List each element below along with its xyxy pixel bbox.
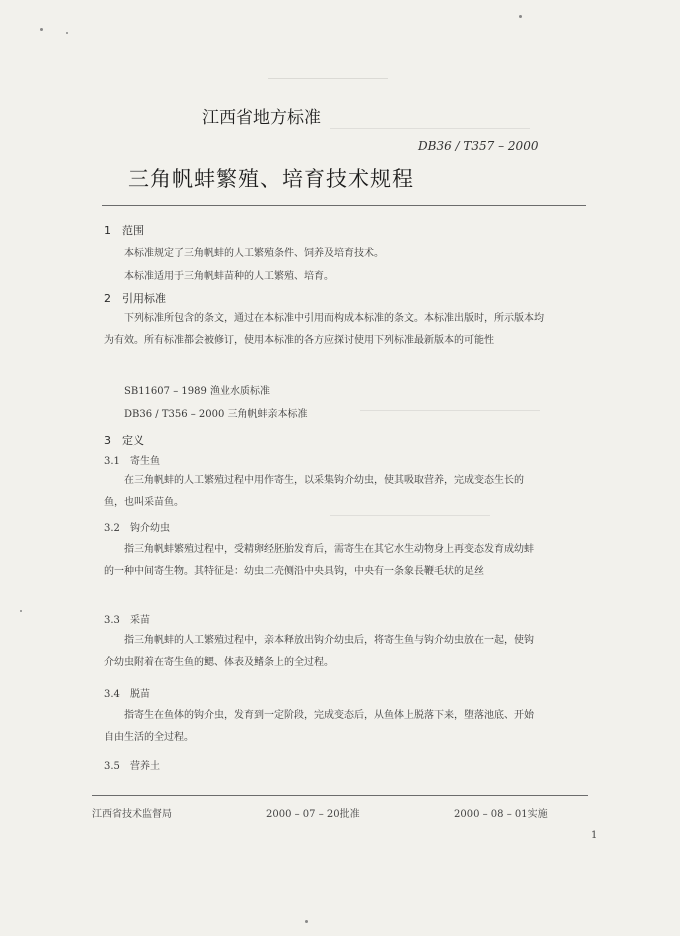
definition-3-2-heading [104,519,170,534]
reference-item-1: SB11607 – 1989 渔业水质标准 [124,386,270,397]
definition-3-2-text: 指三角帆蚌繁殖过程中，受精卵经胚胎发育后，需寄生在其它水生动物身上再变态发育成幼蚌的一种中间寄生物。其特征是：幼虫二壳侧沿中央具钩，中央有一条象長鞭毛状的足丝 [104,544,534,577]
normative-references-paragraph: 下列标准所包含的条文，通过在本标准中引用而构成本标准的条文。本标准出版时，所示版本均为有效。所有标准都会被修订，使用本标准的各方应探讨使用下列标准最新版本的可能性 [104,313,544,346]
approval-date: 2000 – 07 – 20批准 [266,809,360,820]
definition-term: 寄生鱼 [130,456,160,467]
definition-term: 采苗 [130,615,150,626]
definition-3-1-heading [104,452,160,467]
definition-term: 钩介幼虫 [130,523,170,534]
footer-divider [92,795,588,796]
scan-speck [40,28,43,31]
definition-3-1-text: 在三角帆蚌的人工繁殖过程中用作寄生，以采集钩介幼虫，使其吸取营养，完成变态生长的鱼，也叫采苗鱼。 [104,475,524,508]
reference-item-2: DB36 / T356 – 2000 三角帆蚌亲本标准 [124,409,308,420]
definition-number: 3.2 [104,523,120,534]
section-1-heading [104,222,144,238]
scope-line-1: 本标准规定了三角帆蚌的人工繁殖条件、饲养及培育技术。 [124,248,384,259]
definition-number: 3.4 [104,689,120,700]
definition-term: 脱苗 [130,689,150,700]
definition-number: 3.5 [104,761,120,772]
bleed-through-artifact [330,128,530,135]
section-number: 1 [104,224,111,237]
standard-code: DB36 / T357 – 2000 [418,139,539,153]
bleed-through-artifact [330,515,490,522]
title-divider [102,205,586,206]
definition-3-5-heading [104,757,160,772]
section-title: 定义 [122,434,144,447]
standard-name: 江西省地方标准 [202,108,321,128]
definition-term: 营养土 [130,761,160,772]
definition-3-4-heading [104,685,150,700]
definition-number: 3.1 [104,456,120,467]
page-number: 1 [591,830,598,841]
section-number: 2 [104,292,111,305]
document-title: 三角帆蚌繁殖、培育技术规程 [128,167,414,191]
section-title: 范围 [122,224,144,237]
scan-speck [305,920,308,923]
scan-speck [66,32,68,34]
scope-line-2: 本标准适用于三角帆蚌苗种的人工繁殖、培育。 [124,271,334,282]
bleed-through-artifact [360,410,540,417]
definition-3-3-text: 指三角帆蚌的人工繁殖过程中，亲本释放出钩介幼虫后，将寄生鱼与钩介幼虫放在一起，使钩介幼虫附着在寄生鱼的鳃、体表及鳍条上的全过程。 [104,635,534,668]
scan-speck [20,610,22,612]
scan-speck [519,15,522,18]
definition-3-4-text: 指寄生在鱼体的钩介虫，发育到一定阶段，完成变态后，从鱼体上脱落下来，堕落池底、开始自由生活的全过程。 [104,710,534,743]
implementation-date: 2000 – 08 – 01实施 [454,809,548,820]
definition-3-3-heading [104,611,150,626]
issuing-authority: 江西省技术监督局 [92,809,172,820]
section-3-heading [104,432,144,448]
bleed-through-artifact [268,78,388,85]
section-title: 引用标准 [122,292,166,305]
section-number: 3 [104,434,111,447]
definition-number: 3.3 [104,615,120,626]
section-2-heading [104,290,166,306]
